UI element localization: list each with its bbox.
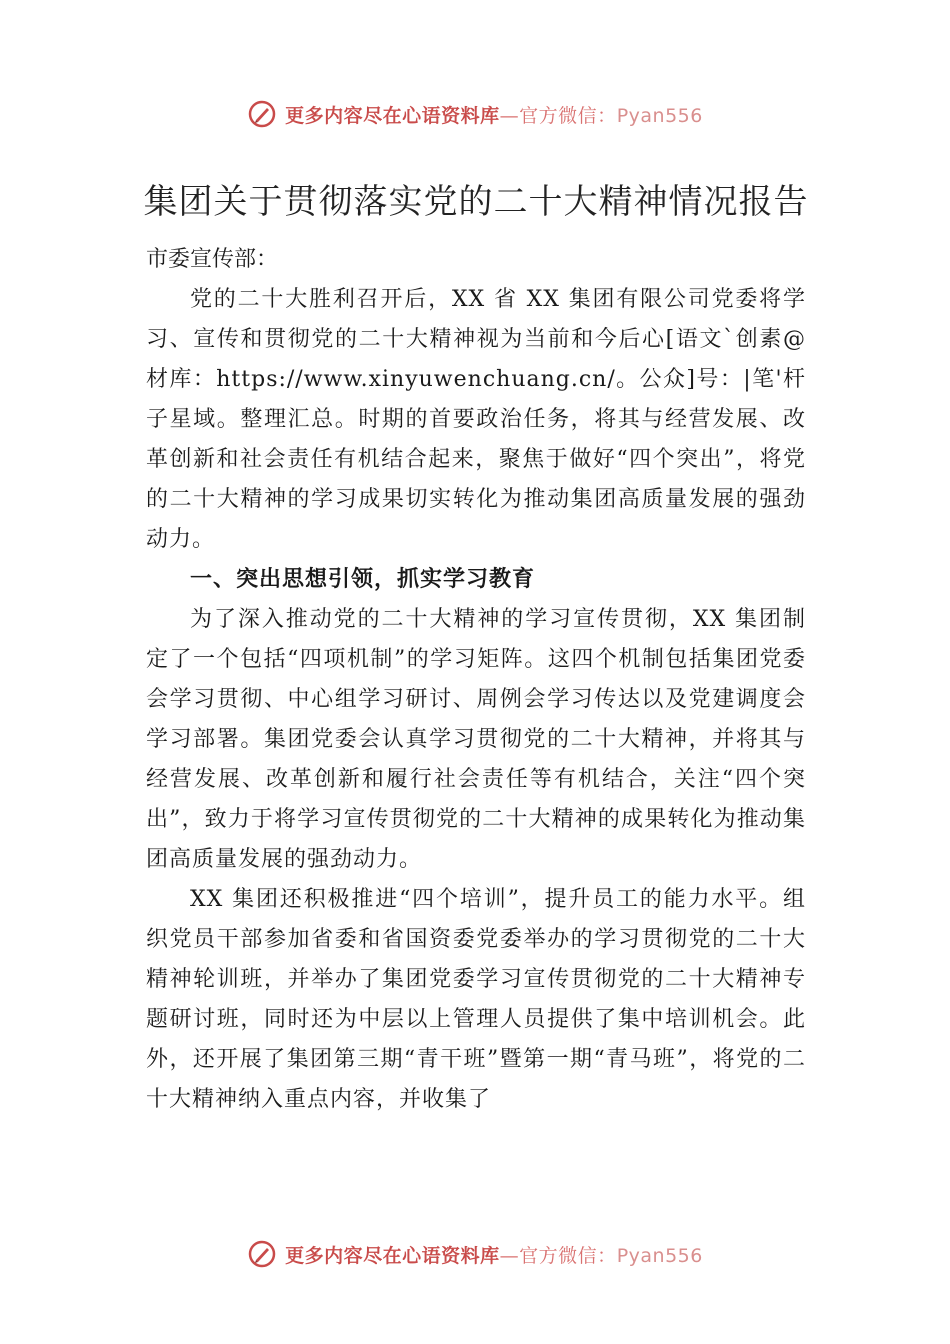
- document-body: [143, 150, 809, 1120]
- banner-brand: 更多内容尽在心语资料库: [285, 104, 500, 127]
- header-watermark-banner: [0, 96, 950, 132]
- pen-logo-icon: [247, 99, 277, 129]
- banner-wechat-label: 官方微信：: [519, 1244, 617, 1267]
- banner-dash: —: [499, 1244, 520, 1267]
- footer-watermark-banner: [0, 1236, 950, 1272]
- intro-paragraph: 党的二十大胜利召开后，XX 省 XX 集团有限公司党委将学习、宣传和贯彻党的二十大精神视为当前和今后心[语文`创素@材库：https://www.xinyuwenchuang.cn/。公众]号：|笔'杆子星域。整理汇总。时期的首要政治任务，将其与经营发展、改革创新和社会责任有机结合起来，聚焦于做好“四个突出”，将党的二十大精神的学习成果切实转化为推动集团高质量发展的强劲动力。: [146, 287, 806, 552]
- salutation: 市委宣传部：: [146, 247, 279, 272]
- document-title: 集团关于贯彻落实党的二十大精神情况报告: [143, 182, 809, 222]
- banner-brand: 更多内容尽在心语资料库: [285, 1244, 500, 1267]
- section-1-paragraph-1: 为了深入推动党的二十大精神的学习宣传贯彻，XX 集团制定了一个包括“四项机制”的学习矩阵。这四个机制包括集团党委会学习贯彻、中心组学习研讨、周例会学习传达以及党建调度会学习部署。集团党委会认真学习贯彻党的二十大精神，并将其与经营发展、改革创新和履行社会责任等有机结合，关注“四个突出”，致力于将学习宣传贯彻党的二十大精神的成果转化为推动集团高质量发展的强劲动力。: [146, 607, 806, 872]
- banner-text: [285, 101, 703, 128]
- banner-wechat-label: 官方微信：: [519, 104, 617, 127]
- section-heading-1: 一、突出思想引领，抓实学习教育: [190, 567, 536, 592]
- banner-wechat-id: Pyan556: [616, 1244, 703, 1267]
- section-1-paragraph-2: XX 集团还积极推进“四个培训”，提升员工的能力水平。组织党员干部参加省委和省国资委党委举办的学习贯彻党的二十大精神轮训班，并举办了集团党委学习宣传贯彻党的二十大精神专题研讨班，同时还为中层以上管理人员提供了集中培训机会。此外，还开展了集团第三期“青干班”暨第一期“青马班”，将党的二十大精神纳入重点内容，并收集了: [146, 887, 806, 1112]
- banner-dash: —: [499, 104, 520, 127]
- banner-text: [285, 1241, 703, 1268]
- pen-logo-icon: [247, 1239, 277, 1269]
- banner-wechat-id: Pyan556: [616, 104, 703, 127]
